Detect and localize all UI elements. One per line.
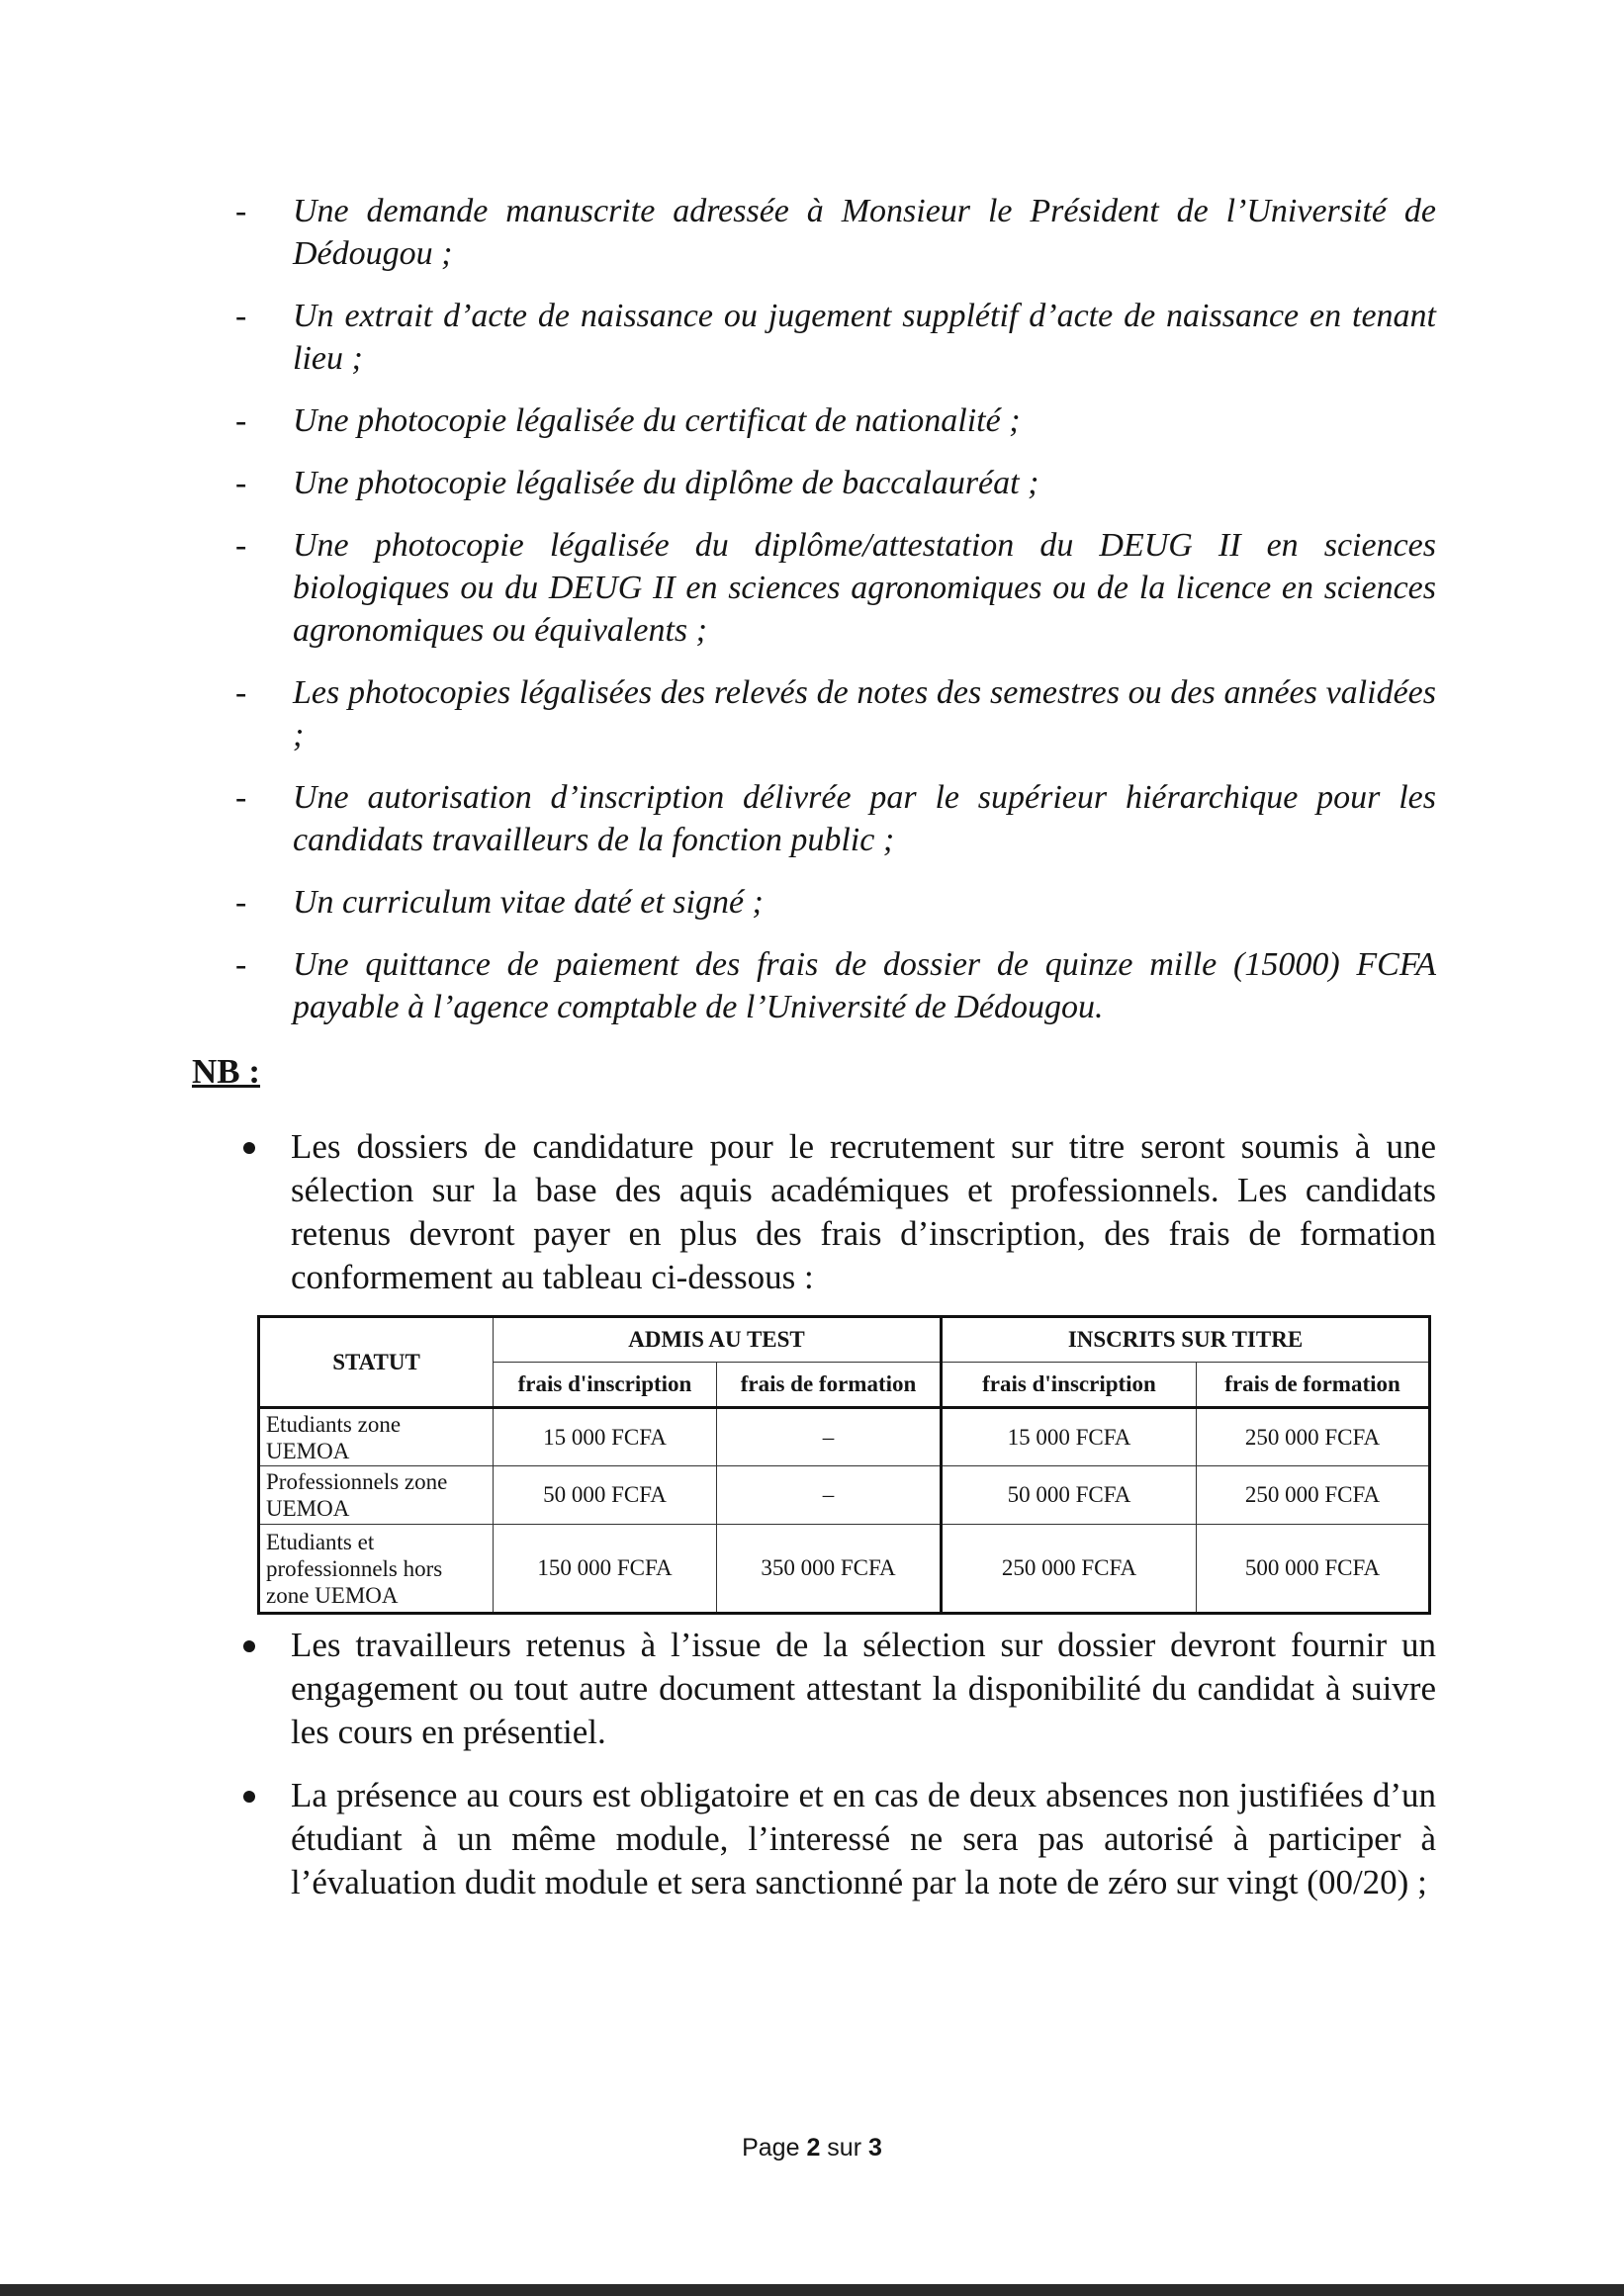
col-header-inscription: frais d'inscription — [494, 1363, 717, 1408]
table-cell: 250 000 FCFA — [1197, 1408, 1430, 1466]
page-sep-word: sur — [827, 2134, 862, 2162]
table-row — [259, 1466, 1430, 1525]
table-row — [259, 1525, 1430, 1614]
scan-edge — [0, 2284, 1624, 2296]
page-footer — [0, 2134, 1624, 2163]
requirement-text: Une autorisation d’inscription délivrée par le supérieur hiérarchique pour les candidats travailleurs de la fonction public ; — [293, 779, 1436, 858]
row-label: Etudiants zone UEMOA — [259, 1408, 494, 1466]
requirement-item: - Une photocopie légalisée du certificat de nationalité ; — [235, 402, 1021, 439]
table-cell: 500 000 FCFA — [1197, 1525, 1430, 1614]
row-label: Etudiants et professionnels hors zone UEMOA — [259, 1525, 494, 1614]
bullet-dot — [243, 1142, 255, 1154]
requirement-text: Une photocopie légalisée du certificat de nationalité ; — [293, 402, 1021, 439]
nb-bullet-text: Les dossiers de candidature pour le recrutement sur titre seront soumis à une sélection sur la base des aquis académiques et professionnels. Les candidats retenus devront payer en plus des frais d’inscription, des frais de formation conformement au tableau ci-dessous : — [291, 1127, 1436, 1296]
page-number: 2 — [806, 2134, 821, 2162]
requirement-text: Une photocopie légalisée du diplôme de baccalauréat ; — [293, 465, 1039, 501]
bullet-dot — [243, 1640, 255, 1652]
table-cell: 15 000 FCFA — [494, 1408, 717, 1466]
table-cell: – — [717, 1466, 942, 1525]
requirement-item: - Un extrait d’acte de naissance ou jugement supplétif d’acte de naissance en tenant lieu ; — [235, 298, 1436, 377]
col-header-formation: frais de formation — [717, 1363, 942, 1408]
requirement-item: - Les photocopies légalisées des relevés de notes des semestres ou des années validées ; — [235, 674, 1436, 753]
requirement-item: - Une quittance de paiement des frais de dossier de quinze mille (15000) FCFA payable à l’agence comptable de l’Université de Dédougou. — [235, 946, 1436, 1025]
nb-bullet-selection — [235, 1125, 1436, 1299]
statut-header: STATUT — [259, 1317, 494, 1408]
requirement-text: Une demande manuscrite adressée à Monsieur le Président de l’Université de Dédougou ; — [293, 193, 1436, 272]
requirement-text: Une quittance de paiement des frais de dossier de quinze mille (15000) FCFA payable à l’agence comptable de l’Université de Dédougou. — [293, 946, 1436, 1025]
nb-heading: NB : — [192, 1052, 261, 1091]
table-cell: 250 000 FCFA — [942, 1525, 1197, 1614]
group-header-admis: ADMIS AU TEST — [494, 1317, 942, 1363]
table-cell: 50 000 FCFA — [494, 1466, 717, 1525]
requirement-item: - Un curriculum vitae daté et signé ; — [235, 884, 764, 921]
requirement-item: - Une photocopie légalisée du diplôme de baccalauréat ; — [235, 465, 1039, 501]
requirement-text: Une photocopie légalisée du diplôme/attestation du DEUG II en sciences biologiques ou du DEUG II en sciences agronomiques ou de la licence en sciences agronomiques ou équivalents ; — [293, 527, 1436, 649]
table-cell: – — [717, 1408, 942, 1466]
requirement-text: Les photocopies légalisées des relevés de notes des semestres ou des années validées ; — [293, 674, 1436, 753]
col-header-inscription: frais d'inscription — [942, 1363, 1197, 1408]
table-cell: 150 000 FCFA — [494, 1525, 717, 1614]
requirement-text: Un curriculum vitae daté et signé ; — [293, 884, 764, 921]
page-word: Page — [742, 2134, 800, 2162]
page-total: 3 — [867, 2134, 882, 2162]
requirements-list — [235, 190, 1436, 1048]
nb-bullet-attendance — [235, 1774, 1436, 1904]
row-label: Professionnels zone UEMOA — [259, 1466, 494, 1525]
requirement-text: Un extrait d’acte de naissance ou jugement supplétif d’acte de naissance en tenant lieu ; — [293, 298, 1436, 377]
table-row — [259, 1408, 1430, 1466]
nb-bullet-text: Les travailleurs retenus à l’issue de la sélection sur dossier devront fournir un engagement ou tout autre document attestant la disponibilité du candidat à suivre les cours en présentiel. — [291, 1626, 1436, 1751]
table-cell: 250 000 FCFA — [1197, 1466, 1430, 1525]
group-header-inscrits: INSCRITS SUR TITRE — [942, 1317, 1430, 1363]
table-cell: 350 000 FCFA — [717, 1525, 942, 1614]
requirement-item: - Une photocopie légalisée du diplôme/attestation du DEUG II en sciences biologiques ou du DEUG II en sciences agronomiques ou de la licence en sciences agronomiques ou équivalents ; — [235, 527, 1436, 649]
table-cell: 15 000 FCFA — [942, 1408, 1197, 1466]
nb-bullet-engagement — [235, 1624, 1436, 1754]
table-cell: 50 000 FCFA — [942, 1466, 1197, 1525]
bullet-dot — [243, 1791, 255, 1803]
requirement-item: - Une demande manuscrite adressée à Monsieur le Président de l’Université de Dédougou ; — [235, 193, 1436, 272]
requirement-item: - Une autorisation d’inscription délivrée par le supérieur hiérarchique pour les candidats travailleurs de la fonction public ; — [235, 779, 1436, 858]
nb-bullet-text: La présence au cours est obligatoire et en cas de deux absences non justifiées d’un étudiant à un même module, l’interessé ne sera pas autorisé à participer à l’évaluation dudit module et sera sanctionné par la note de zéro sur vingt (00/20) ; — [291, 1776, 1436, 1901]
col-header-formation: frais de formation — [1197, 1363, 1430, 1408]
fees-table — [257, 1315, 1431, 1615]
